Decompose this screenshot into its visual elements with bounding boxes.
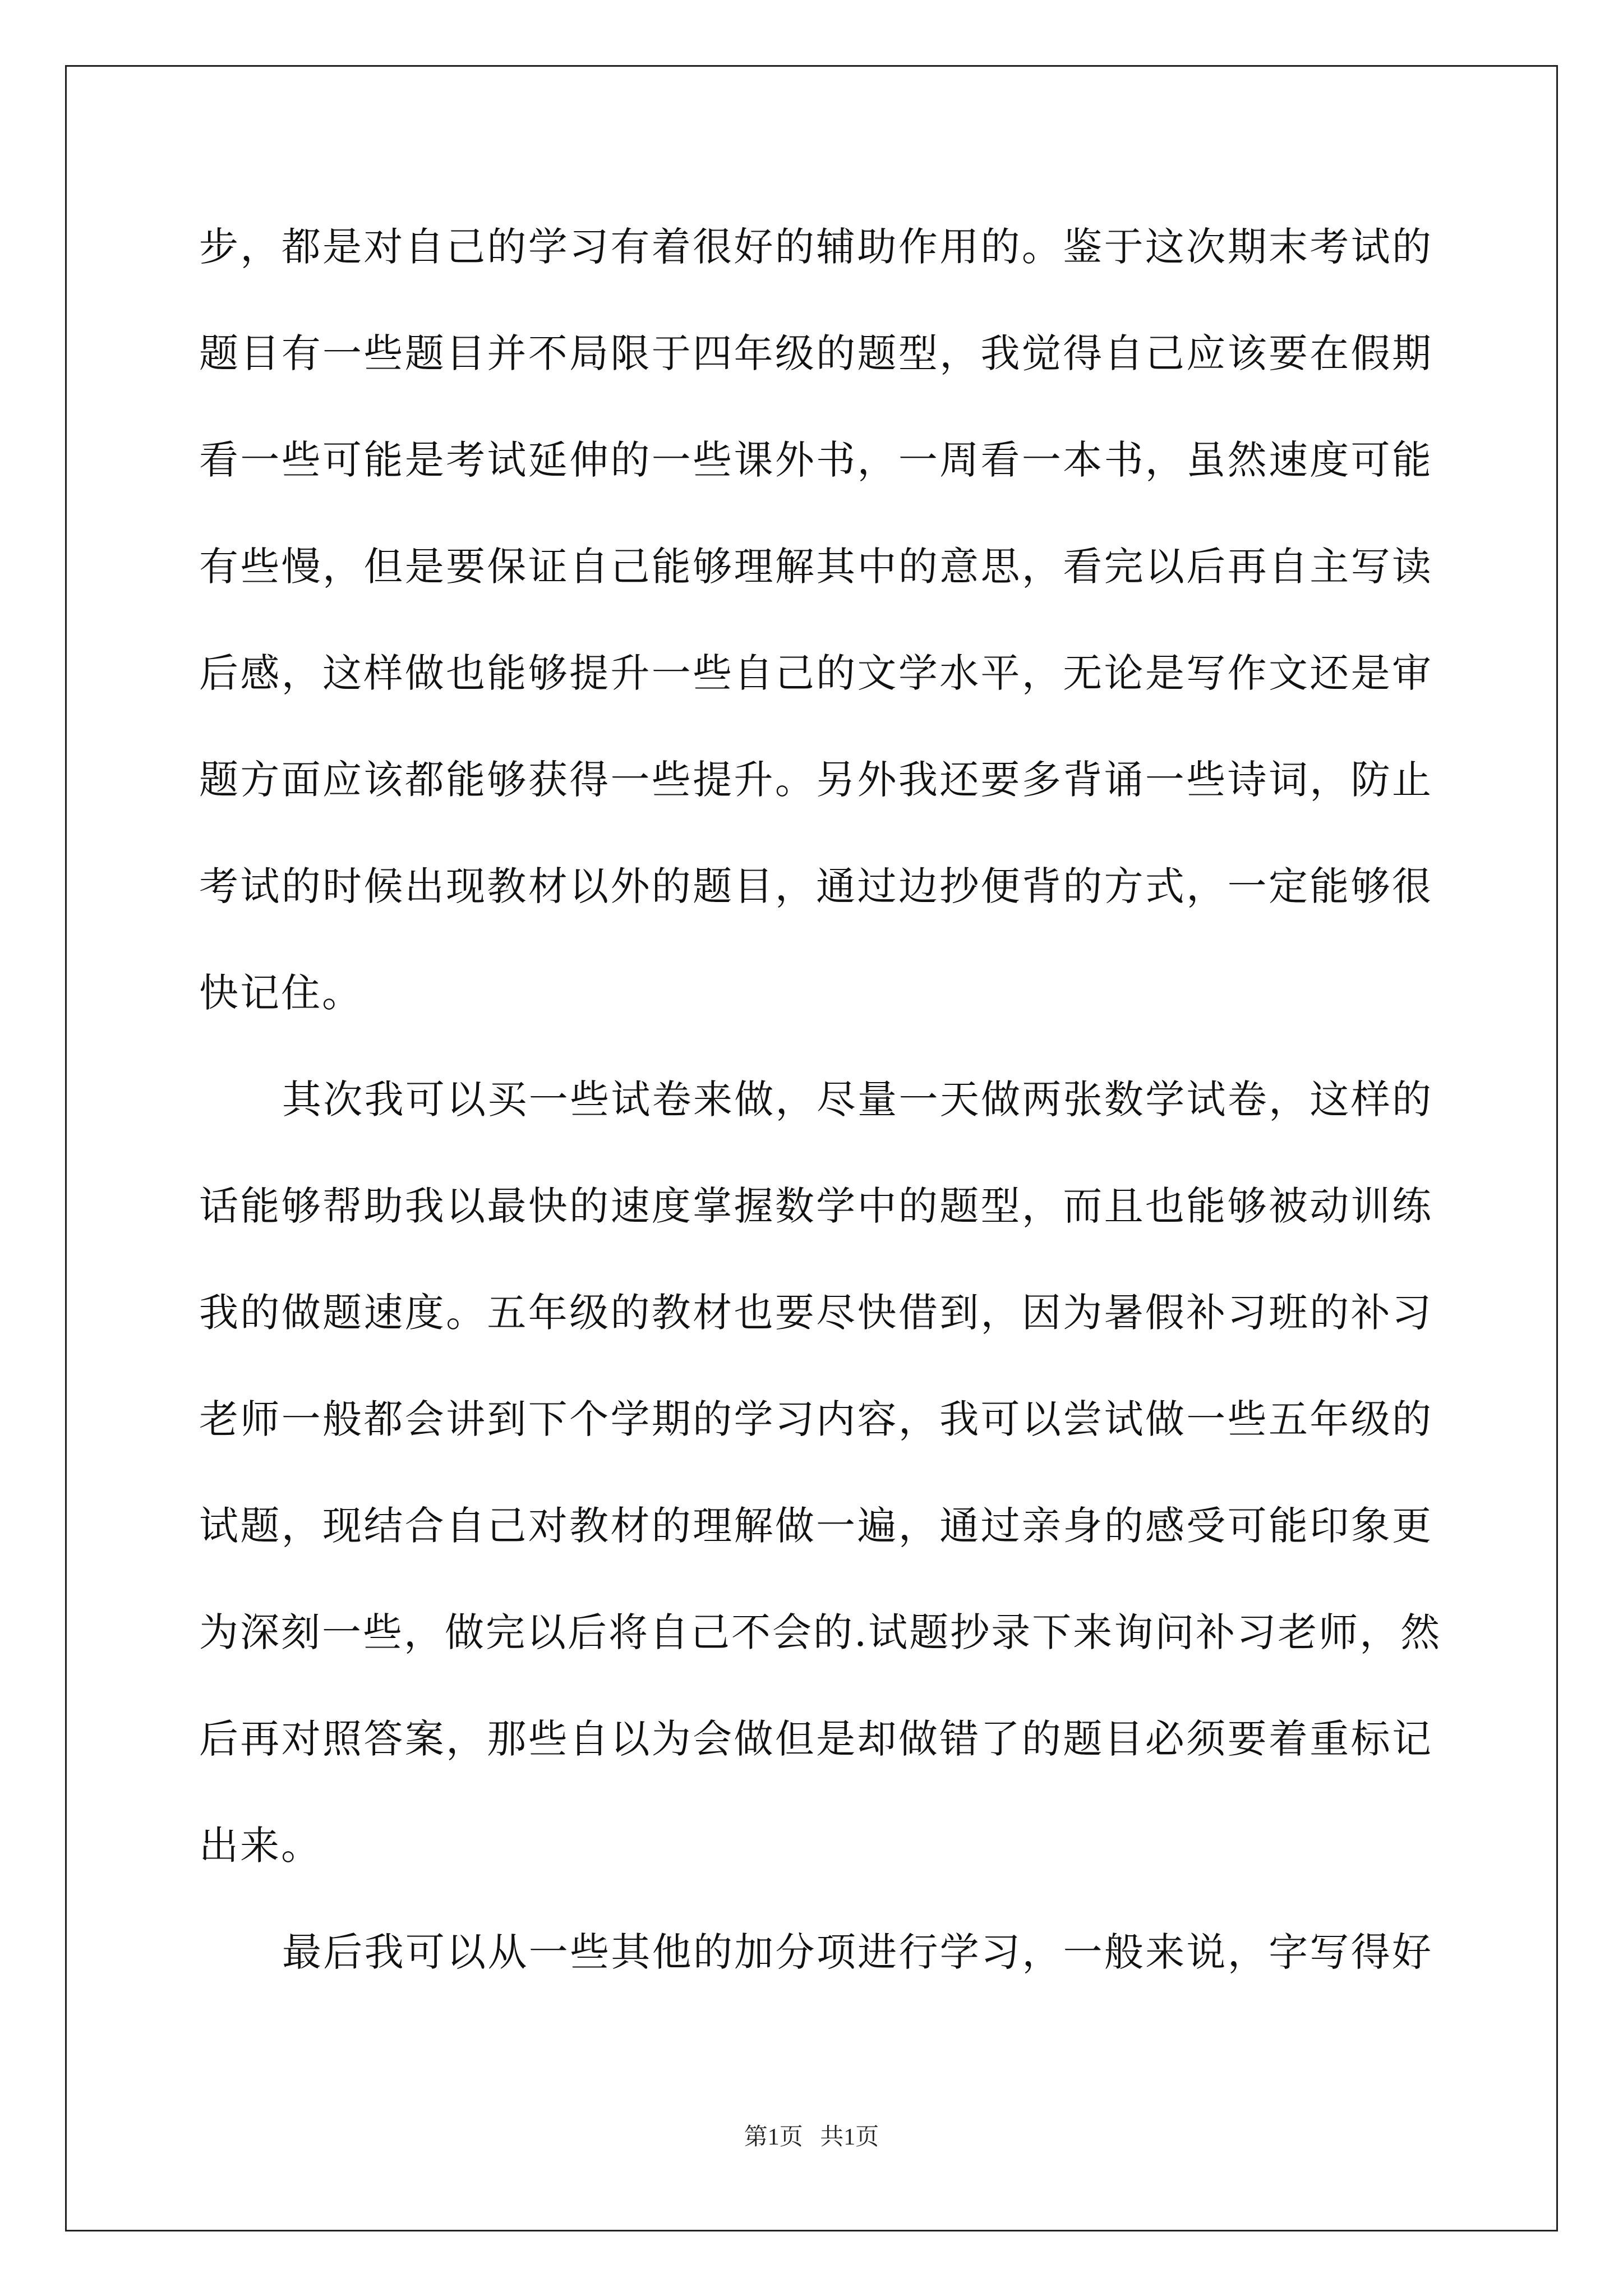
page-number-total: 共1页 [820,2124,879,2150]
paragraph-1-line-1: 步，都是对自己的学习有着很好的辅助作用的。鉴于这次期末考试的 [199,224,1433,270]
paragraph-1-line-4: 有些慢，但是要保证自己能够理解其中的意思，看完以后再自主写读 [199,544,1433,590]
paragraph-2-line-2: 话能够帮助我以最快的速度掌握数学中的题型，而且也能够被动训练 [199,1183,1433,1229]
paragraph-2-line-6: 为深刻一些，做完以后将自己不会的.试题抄录下来询问补习老师，然 [199,1609,1442,1655]
paragraph-2-line-4: 老师一般都会讲到下个学期的学习内容，我可以尝试做一些五年级的 [199,1396,1433,1442]
paragraph-2-line-8: 出来。 [199,1823,322,1869]
paragraph-1-line-7: 考试的时候出现教材以外的题目，通过边抄便背的方式，一定能够很 [199,863,1433,909]
paragraph-2-line-5: 试题，现结合自己对教材的理解做一遍，通过亲身的感受可能印象更 [199,1503,1433,1549]
paragraph-3-line-1: 最后我可以从一些其他的加分项进行学习，一般来说，字写得好 [282,1929,1433,1975]
paragraph-2-line-1: 其次我可以买一些试卷来做，尽量一天做两张数学试卷，这样的 [282,1076,1433,1122]
page-border [65,65,1558,2231]
paragraph-1-line-8: 快记住。 [199,970,363,1016]
paragraph-2-line-7: 后再对照答案，那些自以为会做但是却做错了的题目必须要着重标记 [199,1716,1433,1762]
paragraph-1-line-3: 看一些可能是考试延伸的一些课外书，一周看一本书，虽然速度可能 [199,437,1433,483]
paragraph-1-line-2: 题目有一些题目并不局限于四年级的题型，我觉得自己应该要在假期 [199,330,1433,376]
page-number-current: 第1页 [744,2124,803,2150]
page-footer [0,2120,1623,2154]
paragraph-1-line-6: 题方面应该都能够获得一些提升。另外我还要多背诵一些诗词，防止 [199,757,1433,803]
paragraph-2-line-3: 我的做题速度。五年级的教材也要尽快借到，因为暑假补习班的补习 [199,1290,1433,1336]
paragraph-1-line-5: 后感，这样做也能够提升一些自己的文学水平，无论是写作文还是审 [199,650,1433,696]
